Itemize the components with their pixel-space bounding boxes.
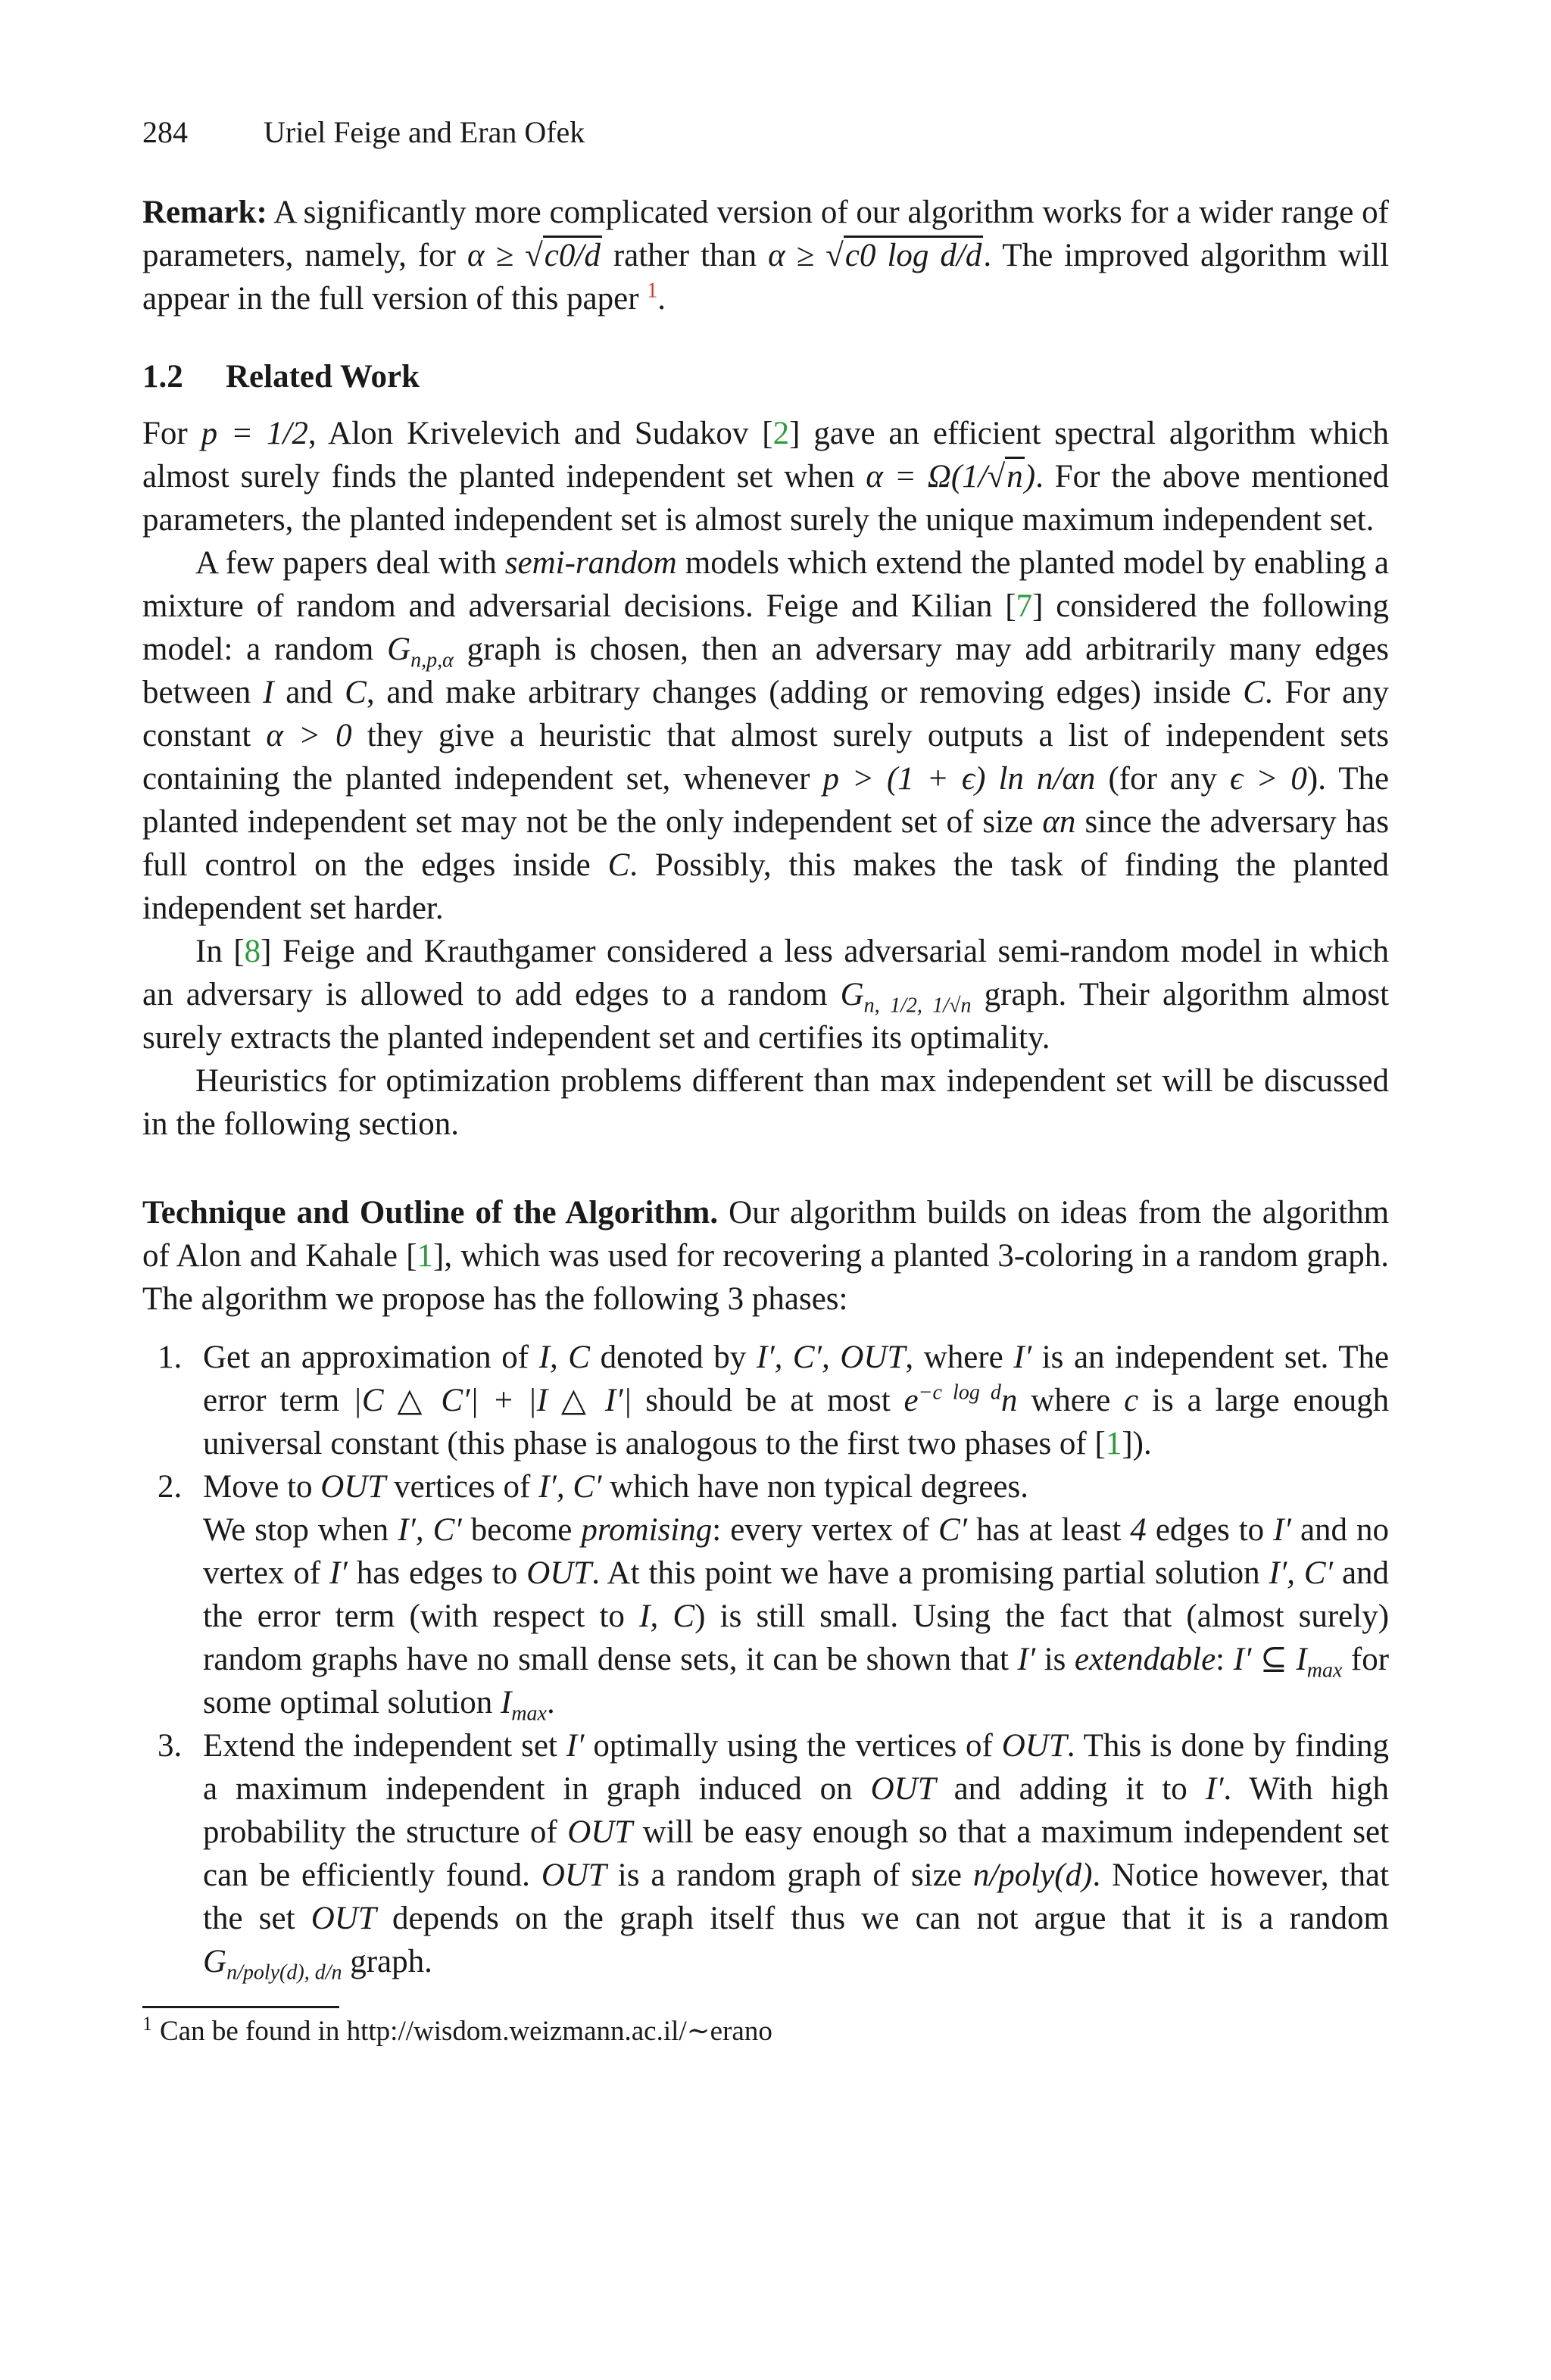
related-work-paragraph-2: A few papers deal with semi-random models which extend the planted model by enabling a mixture of random and adversarial decisions. Feige and Kilian [7] considered the following model: a random $G_{n,p,\alpha}$ graph is chosen, then an adversary may add arbitrarily many edges between I and C, and make arbitrary changes (adding or removing edges) inside C. For any constant α > 0 they give a heuristic that almost surely outputs a list of independent sets containing the planted independent set, whenever p > (1 + ϵ) ln n/αn (for any ϵ > 0). The planted independent set may not be the only independent set of size αn since the adversary has full control on the edges inside C. Possibly, this makes the task of finding the planted independent set harder.	[142, 545, 1390, 926]
footnote	[142, 2014, 1389, 2049]
citation-link[interactable]: 1	[417, 1238, 434, 1274]
technique-heading: Technique and Outline of the Algorithm.	[142, 1195, 719, 1231]
running-header-authors: Uriel Feige and Eran Ofek	[264, 115, 585, 149]
math-inline: α ≥ √c0 log d/d	[768, 236, 983, 273]
algorithm-phases-list	[142, 1336, 1389, 1983]
math-inline: $G_{n/poly(d), d/n}$	[203, 1944, 342, 1985]
citation-link[interactable]: 7	[1016, 588, 1033, 624]
running-header	[142, 114, 1389, 151]
remark-paragraph: Remark: A significantly more complicated version of our algorithm works for a wider range of parameters, namely, for α ≥ √c0/d rather than α ≥ √c0 log d/d. The improved algorithm will appear in the full version of this paper $^1$.	[142, 195, 1390, 317]
math-inline: $G_{n,p,\alpha}$	[387, 632, 454, 672]
footnote-divider	[142, 2006, 339, 2008]
remark-label: Remark:	[142, 195, 267, 230]
math-inline: α ≥ √c0/d	[467, 236, 602, 273]
related-work-paragraph-3: In [8] Feige and Krauthgamer considered a less adversarial semi-random model in which an adversary is allowed to add edges to a random $G_{n, 1/2, 1/√n}$ graph. Their algorithm almost surely extracts the planted independent set and certifies its optimality.	[142, 934, 1390, 1056]
list-item: 3. Extend the independent set I′ optimally using the vertices of OUT. This is done by finding a maximum independent in graph induced on OUT and adding it to I′. With high probability the structure of OUT will be easy enough so that a maximum independent set can be efficiently found. OUT is a random graph of size n/poly(d). Notice however, that the set OUT depends on the graph itself thus we can not argue that it is a random $G_{n/poly(d), d/n}$ graph.	[158, 1728, 1390, 1985]
section-heading	[142, 355, 1389, 398]
page-number: 284	[142, 115, 188, 149]
footnote-mark: 1	[142, 2012, 152, 2035]
citation-link[interactable]: 2	[772, 416, 790, 451]
paper-page	[142, 114, 1389, 2049]
related-work-paragraph-4: Heuristics for optimization problems different than max independent set will be discussed in the following section.	[142, 1063, 1389, 1142]
citation-link[interactable]: 1	[1105, 1426, 1122, 1461]
list-item: 1. Get an approximation of I, C denoted by I′, C′, OUT, where I′ is an independent set. The error term |C △ C′| + |I △ I′| should be at most $e^{-c log d}n$ where c is a large enough universal constant (this phase is analogous to the first two phases of [1]).	[158, 1340, 1390, 1461]
math-inline: $I_{max}$	[500, 1685, 547, 1726]
related-work-paragraph-1: For p = 1/2, Alon Krivelevich and Sudakov [2] gave an efficient spectral algorithm which almost surely finds the planted independent set when α = Ω(1/√n). For the above mentioned parameters, the planted independent set is almost surely the unique maximum independent set.	[142, 416, 1390, 538]
math-inline: $e^{-c log d}n$	[903, 1380, 1018, 1418]
footnote-text: Can be found in http://wisdom.weizmann.ac.il/∼erano	[160, 2016, 772, 2047]
list-item: 2. Move to OUT vertices of I′, C′ which have non typical degrees. We stop when I′, C′ become promising: every vertex of C′ has at least 4 edges to I′ and no vertex of I′ has edges to OUT. At this point we have a promising partial solution I′, C′ and the error term (with respect to I, C) is still small. Using the fact that (almost surely) random graphs have no small dense sets, it can be shown that I′ is extendable: I′ ⊆ $I_{max}$ for some optimal solution $I_{max}$.	[158, 1469, 1390, 1726]
math-inline: I′ ⊆ $I_{max}$	[1233, 1642, 1343, 1683]
section-number: 1.2	[142, 359, 183, 395]
technique-paragraph: Technique and Outline of the Algorithm. Our algorithm builds on ideas from the algorithm of Alon and Kahale [1], which was used for recovering a planted 3-coloring in a random graph. The algorithm we propose has the following 3 phases:	[142, 1195, 1390, 1317]
math-inline: $G_{n, 1/2, 1/√n}$	[840, 977, 972, 1018]
section-title: Related Work	[226, 359, 420, 395]
footnote-marker-link[interactable]: 1	[647, 279, 658, 303]
citation-link[interactable]: 8	[244, 934, 261, 969]
math-inline: α = Ω(1/√n)	[866, 457, 1035, 494]
